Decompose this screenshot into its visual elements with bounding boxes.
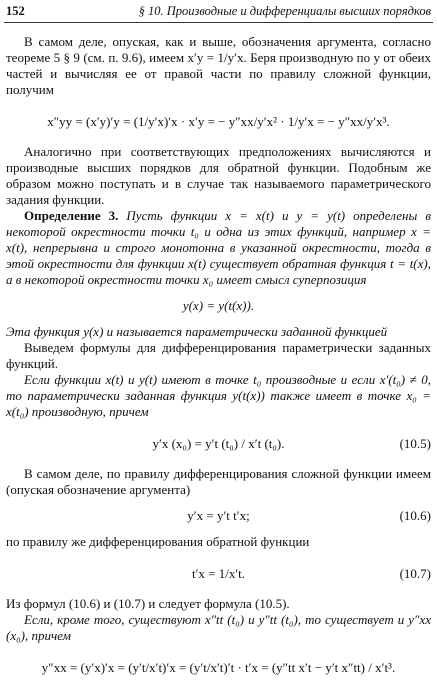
formula-text: x″yy = (x′y)′y = (1/y′x)′x · x′y = − y″xx/y′x² · 1/y′x = − y″xx/y′x³. bbox=[47, 114, 390, 129]
paragraph-9: Если, кроме того, существуют x″tt (t₀) и y″tt (t₀), то существует и y″xx (x₀), причем bbox=[6, 612, 431, 643]
header-rule bbox=[4, 22, 433, 23]
definition-text: Пусть функции x = x(t) и y = y(t) определены в некоторой окрестности точки t₀ и одна из этих функций, например x = x(t), непрерывна и строго монотонна в указанной окрестности, тогда в этой окрестности для функции x(t) существует обратная функция t = t(x), а в некоторой окрестности точки x₀ имеет смысл суперпозиция bbox=[6, 208, 431, 287]
formula-inverse-second-derivative bbox=[6, 104, 431, 140]
paragraph-6: В самом деле, по правилу дифференцирования сложной функции имеем (опуская обозначение аргумента) bbox=[6, 466, 431, 497]
formula-number: (10.5) bbox=[399, 436, 431, 451]
formula-text: y′x (x₀) = y′t (t₀) / x′t (t₀). bbox=[152, 436, 285, 451]
paragraph-3: Эта функция y(x) и называется параметрически заданной функцией bbox=[6, 324, 388, 339]
formula-10-5 bbox=[6, 426, 431, 462]
formula-text: y″xx = (y′x)′x = (y′t/x′t)′x = (y′t/x′t)′t · t′x = (y″tt x′t − y′t x″tt) / x′t³. bbox=[41, 660, 396, 675]
formula-text: t′x = 1/x′t. bbox=[191, 566, 246, 581]
formula-10-6 bbox=[6, 504, 431, 528]
formula-10-7 bbox=[6, 556, 431, 592]
formula-number: (10.7) bbox=[399, 566, 431, 581]
paragraph-1: В самом деле, опуская, как и выше, обозначения аргумента, согласно теореме 5 § 9 (см. п. 9.6), имеем x′y = 1/y′x. Беря производную по y от обеих частей и вычисляя ее от правой части по правилу сложной функции, получим bbox=[6, 34, 431, 97]
paragraph-7: по правилу же дифференцирования обратной функции bbox=[6, 534, 310, 549]
formula-number: (10.6) bbox=[399, 508, 431, 523]
running-title: § 10. Производные и дифференциалы высших порядков bbox=[138, 4, 431, 18]
paragraph-2: Аналогично при соответствующих предположениях вычисляются и производные высших порядков для обратной функции. Подобным же образом можно поступать и в случае так называемого параметрического задания функции. bbox=[6, 144, 431, 207]
formula-superposition bbox=[6, 294, 431, 318]
formula-text: y′x = y′t t′x; bbox=[187, 508, 250, 523]
definition-label: Определение 3. bbox=[24, 208, 119, 223]
page-body bbox=[6, 34, 431, 690]
page-number: 152 bbox=[6, 4, 25, 18]
page-header bbox=[0, 0, 437, 22]
paragraph-8: Из формул (10.6) и (10.7) и следует формула (10.5). bbox=[6, 596, 290, 611]
formula-text: y(x) = y(t(x)). bbox=[182, 298, 255, 313]
paragraph-4: Выведем формулы для дифференцирования параметрически заданных функций. bbox=[6, 340, 431, 371]
paragraph-5: Если функции x(t) и y(t) имеют в точке t₀ производные и если x′(t₀) ≠ 0, то параметрически заданная функция y(t(x)) также имеет в точке x₀ = x(t₀) производную, причем bbox=[6, 372, 431, 419]
formula-parametric-second-derivative bbox=[6, 650, 431, 686]
definition-3 bbox=[6, 208, 431, 288]
